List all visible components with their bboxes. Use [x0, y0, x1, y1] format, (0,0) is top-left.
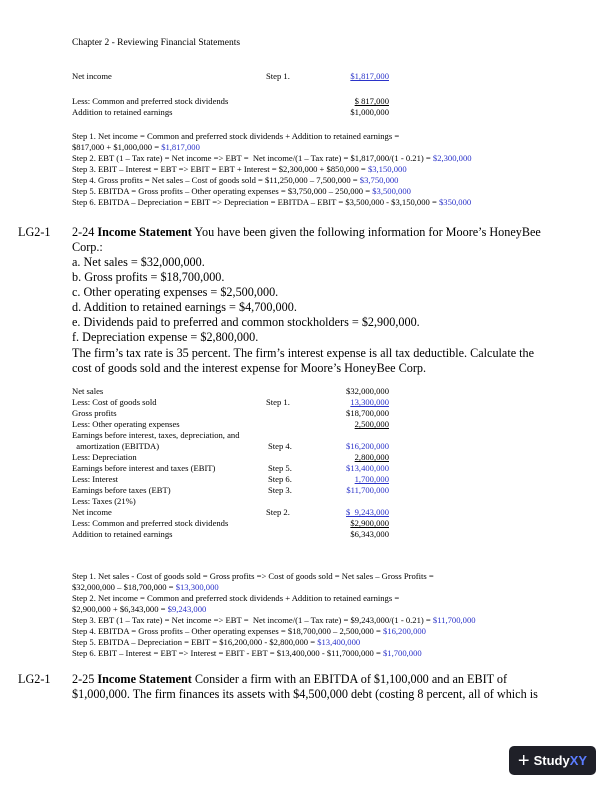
step-text: $32,000,000 – $18,700,000 =: [72, 582, 176, 592]
table-row-value: $1,000,000: [350, 107, 389, 117]
problem-224-question-line1: The firm’s tax rate is 35 percent. The firm’s interest expense is all tax deductible. Calculate the: [72, 346, 535, 360]
problem-224-number: 2-24: [72, 225, 95, 239]
table-row-value: $2,900,000: [350, 518, 389, 528]
table-row-label: Less: Common and preferred stock dividends: [72, 518, 229, 528]
problem-224-item: b. Gross profits = $18,700,000.: [72, 270, 225, 284]
table-row-value: $1,817,000: [350, 71, 389, 81]
step-result: $3,750,000: [359, 175, 399, 185]
step-line: [72, 593, 399, 604]
step-text: Step 2. Net income = Common and preferred stock dividends + Addition to retained earnings =: [72, 593, 400, 603]
step-text: $2,900,000 + $6,343,000 =: [72, 604, 168, 614]
badge-brand: Study: [533, 753, 570, 768]
problem-224-item: c. Other operating expenses = $2,500,000.: [72, 285, 279, 299]
table-row-value: 2,800,000: [354, 452, 389, 462]
step-line: [72, 153, 472, 164]
step-result: $2,300,000: [432, 153, 472, 163]
step-text: Step 1. Net income = Common and preferred stock dividends + Addition to retained earnings =: [72, 131, 400, 141]
problem-224-item: d. Addition to retained earnings = $4,700,000.: [72, 300, 297, 314]
step-text: Step 6. EBITDA – Depreciation = EBIT => Depreciation = EBITDA – EBIT = $3,500,000 - $3,150,000 =: [72, 197, 439, 207]
problem-224-item: f. Depreciation expense = $2,800,000.: [72, 330, 259, 344]
table-row-label: Net income: [72, 507, 112, 517]
table-row-label: amortization (EBITDA): [72, 441, 160, 451]
table-row-label: Earnings before taxes (EBT): [72, 485, 171, 495]
step-result: $13,400,000: [317, 637, 361, 647]
table-row-step: Step 1.: [266, 71, 290, 81]
step-line: [72, 175, 398, 186]
table-row-label: Net income: [72, 71, 112, 81]
step-result: $11,700,000: [432, 615, 476, 625]
step-result: $3,150,000: [367, 164, 407, 174]
step-line: [72, 142, 200, 153]
table-row-label: Less: Taxes (21%): [72, 496, 136, 506]
table-row-label: Gross profits: [72, 408, 117, 418]
lg-tag-225: LG2-1: [18, 672, 51, 686]
step-line: [72, 626, 426, 637]
table-row-step: Step 3.: [268, 485, 292, 495]
table-row-label: Addition to retained earnings: [72, 529, 173, 539]
step-line: [72, 648, 422, 659]
studyxy-badge[interactable]: [509, 746, 596, 775]
step-text: Step 4. Gross profits = Net sales – Cost of goods sold = $11,250,000 – 7,500,000 =: [72, 175, 360, 185]
table-row-label: Less: Other operating expenses: [72, 419, 180, 429]
step-line: [72, 571, 434, 582]
table-row-label: Less: Cost of goods sold: [72, 397, 157, 407]
table-row-step: Step 6.: [268, 474, 292, 484]
step-result: $350,000: [438, 197, 472, 207]
table-row-label: Net sales: [72, 386, 104, 396]
step-result: $13,300,000: [175, 582, 219, 592]
step-line: [72, 615, 476, 626]
problem-224-intro: [72, 225, 541, 240]
step-line: [72, 164, 407, 175]
step-text: Step 3. EBT (1 – Tax rate) = Net income => EBT = Net income/(1 – Tax rate) = $9,243,000/(1 - 0.21) =: [72, 615, 433, 625]
step-result: $16,200,000: [383, 626, 426, 636]
page-header: Chapter 2 - Reviewing Financial Statements: [72, 38, 241, 48]
problem-224-intro-text: You have been given the following information for Moore’s HoneyBee: [191, 225, 541, 239]
problem-225-number: 2-25: [72, 672, 95, 686]
step-text: Step 2. EBT (1 – Tax rate) = Net income => EBT = Net income/(1 – Tax rate) = $1,817,000/(1 - 0.21) =: [72, 153, 433, 163]
step-line: [72, 131, 399, 142]
problem-225-line2: $1,000,000. The firm finances its assets with $4,500,000 debt (costing 8 percent, all of which is: [72, 687, 538, 701]
table-row-value: $ 817,000: [354, 96, 389, 106]
table-row-label: Addition to retained earnings: [72, 107, 173, 117]
lg-tag-224: LG2-1: [18, 225, 51, 239]
step-line: [72, 637, 360, 648]
step-result: $1,700,000: [382, 648, 422, 658]
problem-224-item: e. Dividends paid to preferred and common stockholders = $2,900,000.: [72, 315, 420, 329]
table-row-label: Earnings before interest and taxes (EBIT): [72, 463, 216, 473]
problem-224-intro-line2: Corp.:: [72, 240, 103, 254]
step-line: [72, 582, 219, 593]
table-row-step: Step 1.: [266, 397, 290, 407]
problem-224-item: a. Net sales = $32,000,000.: [72, 255, 205, 269]
step-text: Step 3. EBIT – Interest = EBT => EBIT = EBT + Interest = $2,300,000 + $850,000 =: [72, 164, 368, 174]
table-row-value: 13,300,000: [350, 397, 389, 407]
table-row-value: $ 9,243,000: [346, 507, 389, 517]
step-text: Step 4. EBITDA = Gross profits – Other operating expenses = $18,700,000 – 2,500,000 =: [72, 626, 383, 636]
table-row-value: $13,400,000: [346, 463, 389, 473]
table-row-label: Less: Interest: [72, 474, 119, 484]
table-row-value: $16,200,000: [346, 441, 389, 451]
step-line: [72, 186, 411, 197]
table-row-step: Step 5.: [268, 463, 292, 473]
badge-brand-accent: XY: [569, 753, 588, 768]
table-row-value: 2,500,000: [354, 419, 389, 429]
step-text: Step 5. EBITDA = Gross profits – Other operating expenses = $3,750,000 – 250,000 =: [72, 186, 373, 196]
table-row-value: $11,700,000: [346, 485, 389, 495]
table-row-step: Step 2.: [266, 507, 290, 517]
table-row-label: Less: Common and preferred stock dividends: [72, 96, 229, 106]
table-row-step: Step 4.: [268, 441, 292, 451]
step-line: [72, 604, 206, 615]
step-text: Step 5. EBITDA – Depreciation = EBIT = $16,200,000 - $2,800,000 =: [72, 637, 318, 647]
table-row-value: $18,700,000: [346, 408, 389, 418]
step-text: $817,000 + $1,000,000 =: [72, 142, 162, 152]
table-row-value: $32,000,000: [346, 386, 389, 396]
table-row-label: Earnings before interest, taxes, depreciation, and: [72, 430, 240, 440]
step-line: [72, 197, 471, 208]
problem-225-text: Consider a firm with an EBITDA of $1,100,000 and an EBIT of: [191, 672, 508, 686]
step-result: $3,500,000: [372, 186, 411, 196]
problem-224-title: Income Statement: [97, 225, 192, 239]
problem-225-line1: [72, 672, 507, 687]
table-row-value: 1,700,000: [354, 474, 389, 484]
table-row-label: Less: Depreciation: [72, 452, 137, 462]
step-result: $1,817,000: [161, 142, 200, 152]
table-row-value: $6,343,000: [350, 529, 389, 539]
step-text: Step 6. EBIT – Interest = EBT => Interest = EBIT - EBT = $13,400,000 - $11,7000,000 =: [72, 648, 383, 658]
problem-224-question-line2: cost of goods sold and the interest expense for Moore’s HoneyBee Corp.: [72, 361, 427, 375]
plus-icon: +: [517, 749, 530, 772]
step-result: $9,243,000: [167, 604, 207, 614]
problem-225-title: Income Statement: [97, 672, 192, 686]
step-text: Step 1. Net sales - Cost of goods sold = Gross profits => Cost of goods sold = Net sales – Gross Profits =: [72, 571, 434, 581]
